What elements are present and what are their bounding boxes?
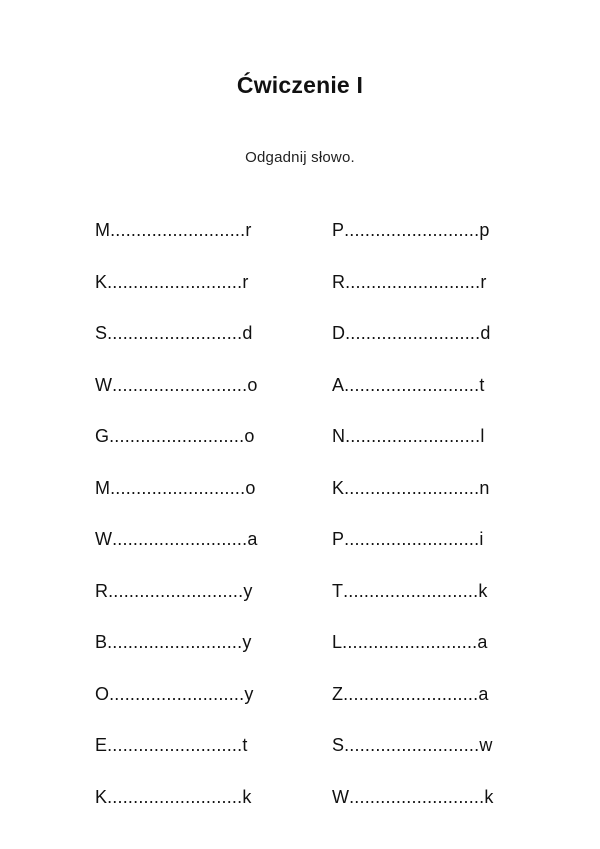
word-end-letter: t (479, 374, 485, 395)
blank-dots: .......................... (107, 735, 243, 756)
page-title: Ćwiczenie I (236, 72, 364, 98)
right-word-12 (332, 772, 542, 824)
right-word-10 (332, 669, 542, 721)
word-start-letter: S (95, 323, 108, 344)
word-end-letter: y (243, 580, 253, 601)
left-word-4 (95, 360, 305, 412)
word-start-letter: R (332, 271, 346, 292)
left-word-8 (95, 566, 305, 618)
word-end-letter: r (245, 220, 252, 241)
word-start-letter: T (332, 580, 344, 601)
right-word-11 (332, 720, 542, 772)
right-word-9 (332, 617, 542, 669)
right-word-2 (332, 257, 542, 309)
word-end-letter: r (242, 271, 249, 292)
right-word-7 (332, 514, 542, 566)
word-start-letter: L (332, 632, 343, 653)
word-start-letter: P (332, 220, 345, 241)
left-word-column (95, 205, 305, 823)
right-word-5 (332, 411, 542, 463)
word-start-letter: O (95, 683, 110, 704)
left-word-9 (95, 617, 305, 669)
blank-dots: .......................... (343, 683, 479, 704)
left-word-1 (95, 205, 305, 257)
word-start-letter: P (332, 529, 345, 550)
right-word-4 (332, 360, 542, 412)
blank-dots: .......................... (345, 323, 481, 344)
word-end-letter: d (242, 323, 253, 344)
word-start-letter: G (95, 426, 110, 447)
blank-dots: .......................... (112, 529, 248, 550)
word-start-letter: K (95, 271, 108, 292)
left-word-3 (95, 308, 305, 360)
blank-dots: .......................... (107, 632, 243, 653)
word-end-letter: a (478, 683, 489, 704)
blank-dots: .......................... (110, 477, 246, 498)
word-end-letter: w (479, 735, 493, 756)
blank-dots: .......................... (109, 426, 245, 447)
blank-dots: .......................... (349, 786, 485, 807)
word-start-letter: W (95, 374, 113, 395)
word-start-letter: W (95, 529, 113, 550)
right-word-3 (332, 308, 542, 360)
left-word-12 (95, 772, 305, 824)
blank-dots: .......................... (112, 374, 248, 395)
word-end-letter: t (242, 735, 248, 756)
left-word-5 (95, 411, 305, 463)
blank-dots: .......................... (107, 786, 243, 807)
blank-dots: .......................... (344, 220, 480, 241)
word-start-letter: M (95, 477, 111, 498)
blank-dots: .......................... (345, 271, 481, 292)
word-start-letter: K (332, 477, 345, 498)
word-end-letter: k (242, 786, 252, 807)
word-end-letter: o (244, 426, 255, 447)
blank-dots: .......................... (344, 735, 480, 756)
word-start-letter: M (95, 220, 111, 241)
word-start-letter: E (95, 735, 108, 756)
word-end-letter: k (484, 786, 494, 807)
word-end-letter: n (479, 477, 490, 498)
blank-dots: .......................... (343, 580, 479, 601)
blank-dots: .......................... (345, 426, 481, 447)
word-start-letter: S (332, 735, 345, 756)
word-end-letter: r (480, 271, 487, 292)
word-start-letter: B (95, 632, 108, 653)
right-word-6 (332, 463, 542, 515)
word-start-letter: D (332, 323, 346, 344)
blank-dots: .......................... (107, 323, 243, 344)
word-end-letter: a (247, 529, 258, 550)
word-end-letter: y (244, 683, 254, 704)
blank-dots: .......................... (344, 529, 480, 550)
blank-dots: .......................... (107, 271, 243, 292)
left-word-6 (95, 463, 305, 515)
word-start-letter: N (332, 426, 346, 447)
blank-dots: .......................... (109, 683, 245, 704)
word-end-letter: p (479, 220, 490, 241)
word-start-letter: K (95, 786, 108, 807)
left-word-10 (95, 669, 305, 721)
word-end-letter: y (242, 632, 252, 653)
word-start-letter: R (95, 580, 109, 601)
right-word-8 (332, 566, 542, 618)
blank-dots: .......................... (344, 477, 480, 498)
word-start-letter: Z (332, 683, 344, 704)
blank-dots: .......................... (344, 374, 480, 395)
left-word-2 (95, 257, 305, 309)
word-start-letter: W (332, 786, 350, 807)
right-word-1 (332, 205, 542, 257)
blank-dots: .......................... (342, 632, 478, 653)
blank-dots: .......................... (110, 220, 246, 241)
word-start-letter: A (332, 374, 345, 395)
left-word-11 (95, 720, 305, 772)
word-end-letter: l (480, 426, 485, 447)
left-word-7 (95, 514, 305, 566)
blank-dots: .......................... (108, 580, 244, 601)
word-end-letter: i (479, 529, 484, 550)
word-end-letter: k (478, 580, 488, 601)
word-end-letter: d (480, 323, 491, 344)
word-end-letter: o (245, 477, 256, 498)
word-columns (0, 205, 600, 805)
word-end-letter: a (477, 632, 488, 653)
right-word-column (332, 205, 542, 823)
instruction-text: Odgadnij słowo. (245, 149, 355, 166)
word-end-letter: o (247, 374, 258, 395)
